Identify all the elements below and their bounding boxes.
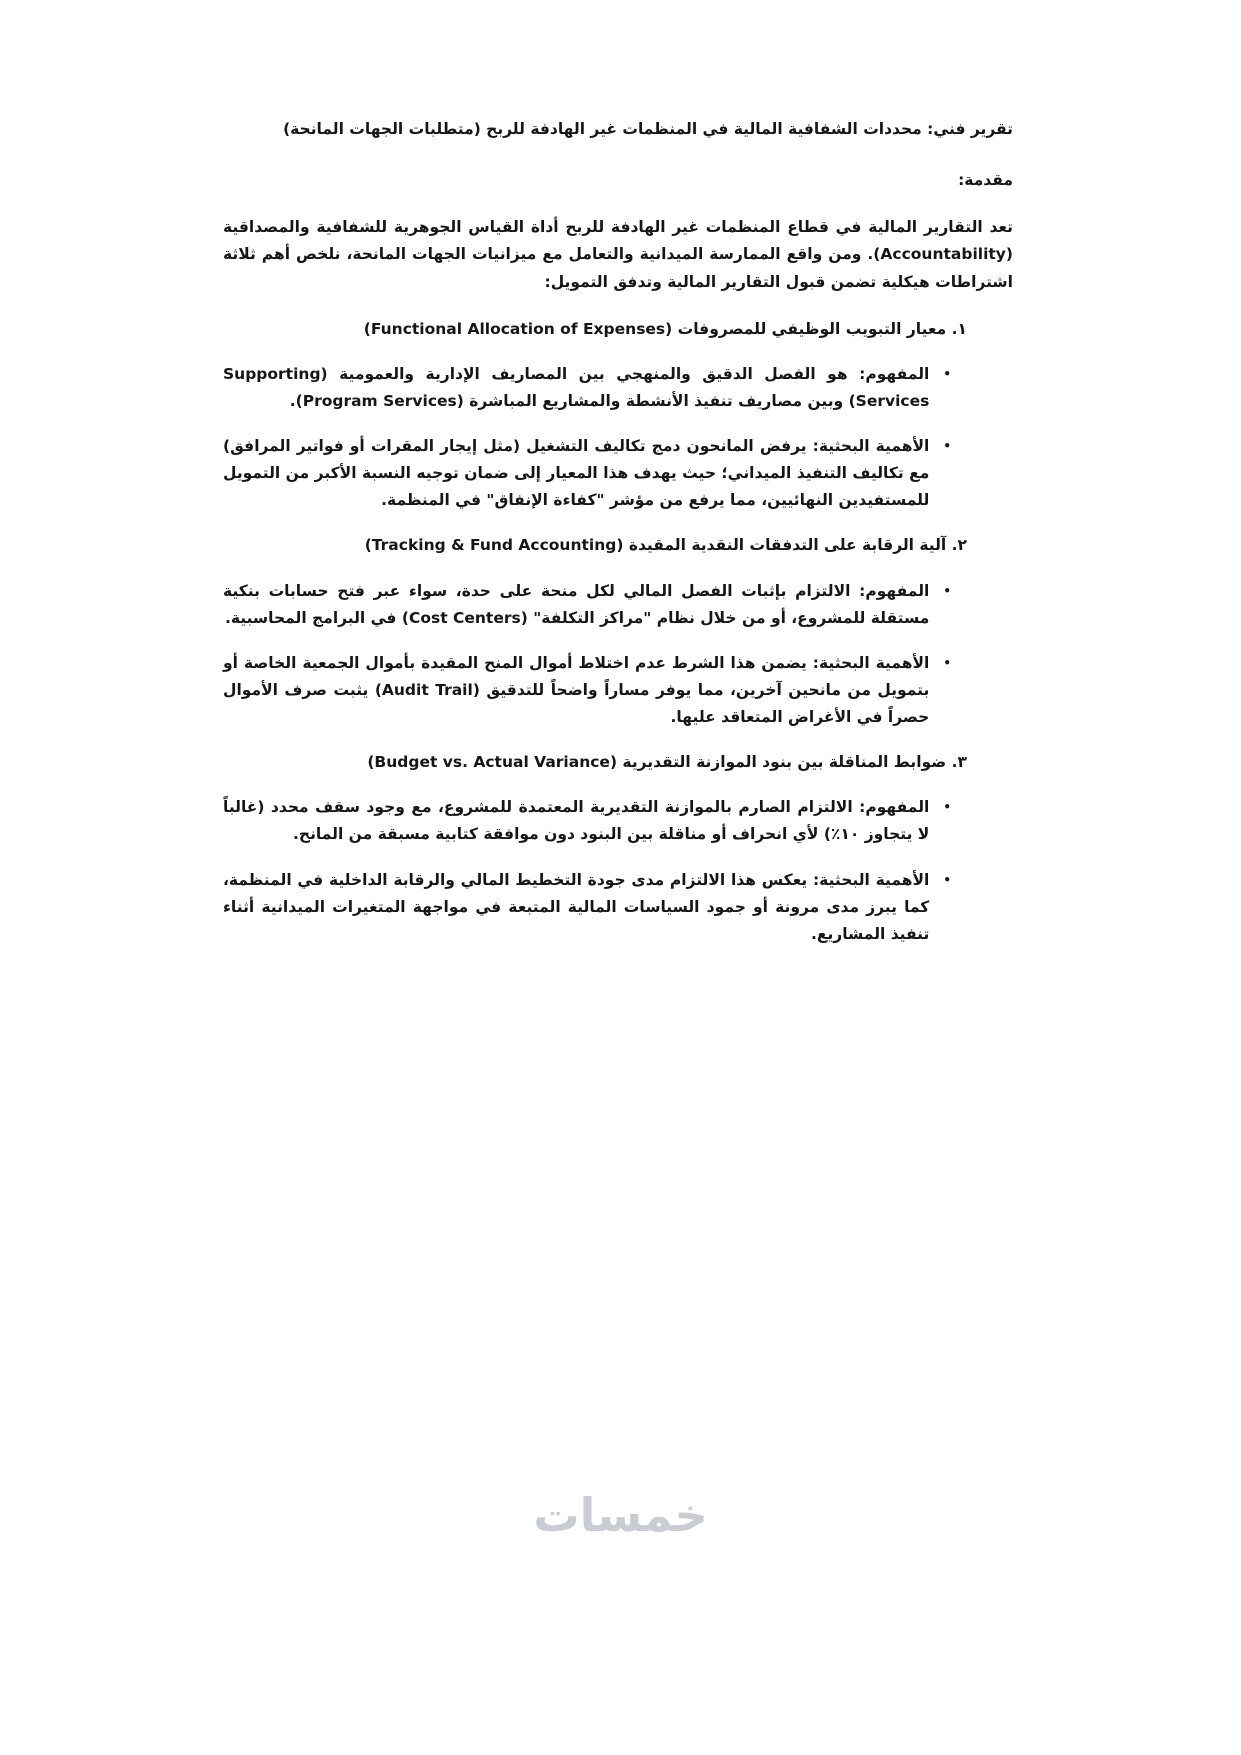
page-title: تقرير فني: محددات الشفافية المالية في المنظمات غير الهادفة للربح (متطلبات الجهات المانحة) [283,120,1013,138]
list-item [223,433,1013,514]
bullet-icon: • [943,655,951,670]
list-item [223,361,1013,415]
bullet-text: الأهمية البحثية: يرفض المانحون دمج تكاليف التشغيل (مثل إيجار المقرات أو فواتير المرافق) مع تكاليف التنفيذ الميداني؛ حيث يهدف هذا المعيار إلى ضمان توجيه النسبة الأكبر من التمويل للمستفيدين النهائيين، مما يرفع من مؤشر "كفاءة الإنفاق" في المنظمة. [223,437,930,510]
bullet-icon: • [943,439,951,453]
watermark: خمسات [533,1488,708,1542]
intro-paragraph: تعد التقارير المالية في قطاع المنظمات غير الهادفة للربح أداة القياس الجوهرية للشفافية والمصداقية (Accountability). ومن واقع الممارسة الميدانية والتعامل مع ميزانيات الجهات المانحة، نلخص أهم ثلاثة اشتراطات هيكلية تضمن قبول التقارير المالية وتدفق التمويل: [223,218,1013,291]
section-3-heading: ٣. ضوابط المناقلة بين بنود الموازنة التقديرية (Budget vs. Actual Variance) [367,753,967,772]
list-item [223,794,1013,848]
section-1-heading: ١. معيار التبويب الوظيفي للمصروفات (Functional Allocation of Expenses) [363,319,967,338]
bullet-text: المفهوم: الالتزام بإثبات الفصل المالي لكل منحة على حدة، سواء عبر فتح حسابات بنكية مستقلة للمشروع، أو من خلال نظام "مراكز التكلفة" (Cost Centers) في البرامج المحاسبية. [223,581,930,627]
section-2-heading: ٢. آلية الرقابة على التدفقات النقدية المقيدة (Tracking & Fund Accounting) [364,536,967,555]
intro-heading: مقدمة: [958,171,1013,190]
bullet-icon: • [943,800,951,815]
bullet-icon: • [943,872,951,887]
bullet-text: الأهمية البحثية: يعكس هذا الالتزام مدى جودة التخطيط المالي والرقابة الداخلية في المنظمة، كما يبرز مدى مرونة أو جمود السياسات المالية المتبعة في مواجهة المتغيرات الميدانية أثناء تنفيذ المشاريع. [223,870,930,943]
document-content [223,116,1013,966]
bullet-text: المفهوم: الالتزام الصارم بالموازنة التقديرية المعتمدة للمشروع، مع وجود سقف محدد (غالباً لا يتجاوز ١٠٪) لأي انحراف أو مناقلة بين البنود دون موافقة كتابية مسبقة من المانح. [223,798,930,844]
bullet-icon: • [943,583,951,598]
bullet-icon: • [943,366,951,381]
list-item [223,650,1013,731]
bullet-text: المفهوم: هو الفصل الدقيق والمنهجي بين المصاريف الإدارية والعمومية (Supporting Services) وبين مصاريف تنفيذ الأنشطة والمشاريع المباشرة (Program Services). [223,364,930,410]
list-item [223,867,1013,948]
bullet-text: الأهمية البحثية: يضمن هذا الشرط عدم اختلاط أموال المنح المقيدة بأموال الجمعية الخاصة أو بتمويل من مانحين آخرين، مما يوفر مساراً واضحاً للتدقيق (Audit Trail) يثبت صرف الأموال حصراً في الأغراض المتعاقد عليها. [223,653,930,726]
list-item [223,578,1013,632]
